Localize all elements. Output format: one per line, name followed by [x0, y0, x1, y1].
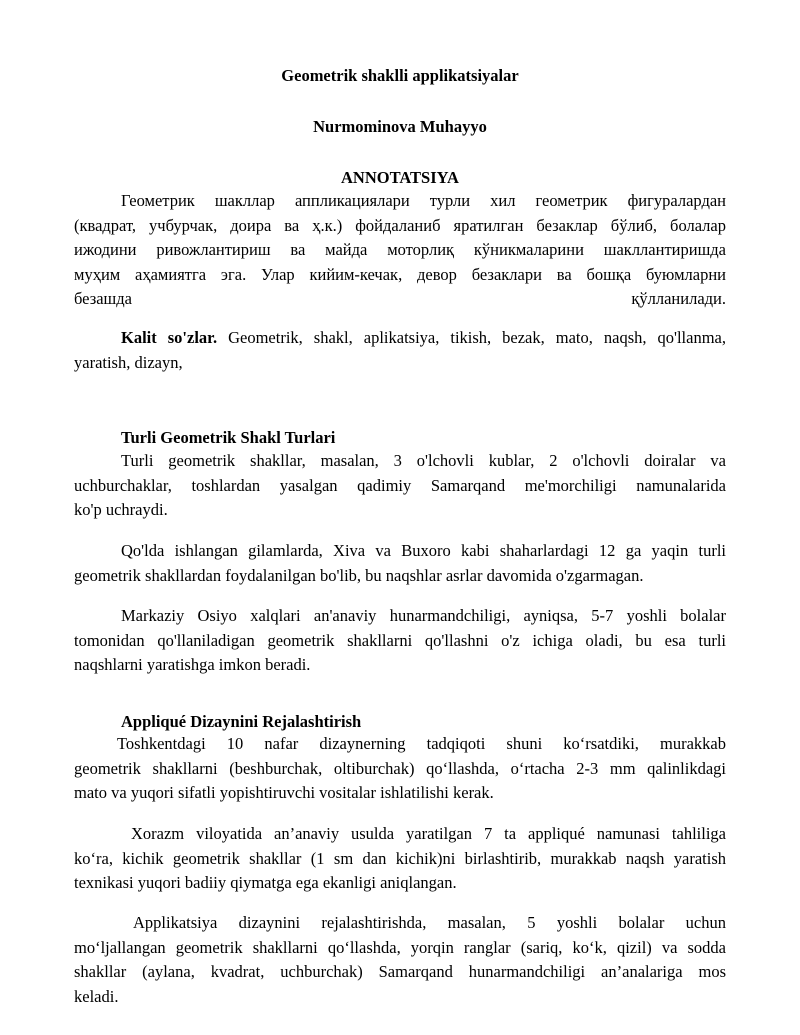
- keywords-label: Kalit so'zlar.: [121, 328, 218, 347]
- section2-paragraph-3: [74, 911, 726, 1009]
- annotation-line: (квадрат, учбурчак, доира ва ҳ.к.) фойдаланиб яратилган безаклар бўлиб, болалар: [74, 215, 726, 235]
- paragraph-line: Xorazm viloyatida an’anaviy usulda yaratilgan 7 ta appliqué namunasi tahliliga: [131, 824, 726, 843]
- paragraph-line: tomonidan qo'llaniladigan geometrik shakllarni qo'llashni o'z ichiga oladi, bu esa turli: [74, 630, 726, 650]
- paragraph-line: uchburchaklar, toshlardan yasalgan qadimiy Samarqand me'morchiligi namunalarida: [74, 475, 726, 495]
- keywords-text: Geometrik, shakl, aplikatsiya, tikish, bezak, mato, naqsh, qo'llanma,: [217, 328, 726, 347]
- section1-paragraph-3: [74, 604, 726, 678]
- annotation-last-line: безашда қўлланилади.: [74, 289, 726, 308]
- paragraph-line: Applikatsiya dizaynini rejalashtirishda, masalan, 5 yoshli bolalar uchun: [133, 913, 726, 932]
- annotation-line: [74, 287, 726, 312]
- paragraph-line: moʻljallangan geometrik shakllarni qoʻllashda, yorqin ranglar (sariq, koʻk, qizil) va sodda: [74, 937, 726, 957]
- section2-paragraph-2: [74, 822, 726, 896]
- paragraph-line: koʻra, kichik geometrik shakllar (1 sm dan kichik)ni birlashtirib, murakkab naqsh yaratish: [74, 848, 726, 868]
- paragraph-line: Qo'lda ishlangan gilamlarda, Xiva va Buxoro kabi shaharlardagi 12 ga yaqin turli: [121, 541, 726, 560]
- paragraph-line: Markaziy Osiyo xalqlari an'anaviy hunarmandchiligi, ayniqsa, 5-7 yoshli bolalar: [121, 606, 726, 625]
- document-title: Geometrik shaklli applikatsiyalar: [281, 66, 519, 85]
- section-heading-applique: Appliqué Dizaynini Rejalashtirish: [121, 712, 362, 731]
- section1-paragraph-1: [74, 449, 726, 523]
- annotation-line: Геометрик шакллар аппликациялари турли хил геометрик фигуралардан: [121, 191, 726, 210]
- paragraph-line: geometrik shakllardan foydalanilgan bo'lib, bu naqshlar asrlar davomida o'zgarmagan.: [74, 565, 644, 585]
- author-name: Nurmominova Muhayyo: [313, 117, 487, 136]
- section-heading-shapes: Turli Geometrik Shakl Turlari: [121, 428, 336, 447]
- annotation-line: муҳим аҳамиятга эга. Улар кийим-кечак, девор безаклари ва бошқа буюмларни: [74, 264, 726, 284]
- paragraph-line: ko'p uchraydi.: [74, 500, 168, 519]
- paragraph-line: texnikasi yuqori badiiy qiymatga ega ekanligi aniqlangan.: [74, 873, 457, 892]
- paragraph-line: geometrik shakllarni (beshburchak, oltiburchak) qoʻllashda, oʻrtacha 2-3 mm qalinlikdagi: [74, 758, 726, 778]
- annotation-line: ижодини ривожлантириш ва майда моторлиқ кўникмаларини шакллантиришда: [74, 240, 726, 259]
- paragraph-line: mato va yuqori sifatli yopishtiruvchi vositalar ishlatilishi kerak.: [74, 783, 494, 802]
- section2-paragraph-1: [74, 732, 726, 806]
- keywords-paragraph: [74, 326, 726, 375]
- annotation-heading: ANNOTATSIYA: [341, 168, 459, 187]
- annotation-paragraph: [74, 189, 726, 312]
- keywords-line: yaratish, dizayn,: [74, 352, 183, 372]
- keywords-line: [74, 326, 726, 351]
- paragraph-line: naqshlarni yaratishga imkon beradi.: [74, 655, 311, 674]
- section1-paragraph-2: [74, 539, 726, 588]
- paragraph-line: Toshkentdagi 10 nafar dizaynerning tadqiqoti shuni koʻrsatdiki, murakkab: [117, 734, 726, 753]
- paragraph-line: shakllar (aylana, kvadrat, uchburchak) Samarqand hunarmandchiligi an’analariga mos: [74, 962, 726, 981]
- paragraph-line: keladi.: [74, 986, 119, 1006]
- paragraph-line: Turli geometrik shakllar, masalan, 3 o'lchovli kublar, 2 o'lchovli doiralar va: [121, 451, 726, 470]
